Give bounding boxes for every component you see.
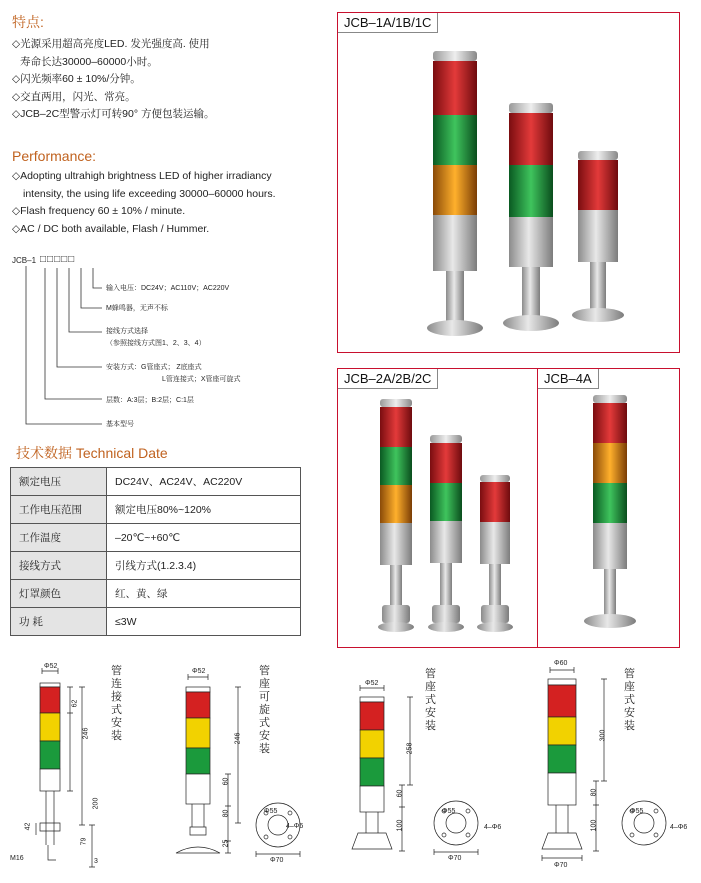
dim-top-1: Φ52	[44, 663, 58, 670]
product-panel-jcb-2	[337, 368, 537, 648]
dim-3-c: 100	[396, 819, 404, 832]
performance-item: ◇Flash frequency 60 ± 10% / minute.	[12, 205, 186, 217]
tower-lights-photo-2	[338, 369, 536, 647]
tower-light-4-layer	[584, 395, 636, 628]
drawing-2-label: 管座可旋式安装	[259, 665, 270, 755]
dim-2-hole: 4–Φ6	[286, 823, 304, 830]
product-panel-jcb-4	[537, 368, 680, 648]
dim-top-2: Φ52	[192, 668, 206, 675]
spec-value: –20℃~+60℃	[107, 524, 301, 552]
dim-2-c: 80	[222, 809, 230, 818]
dim-4-pcd: Φ55	[630, 808, 644, 815]
dim-top-4: Φ60	[554, 660, 568, 667]
drawing-1-label: 管连接式安装	[111, 665, 122, 742]
table-row	[11, 496, 301, 524]
spec-key: 工作温度	[11, 524, 107, 552]
dim-4-b: 80	[590, 788, 598, 797]
code-label-base: 基本型号	[106, 421, 134, 428]
model-code-diagram	[12, 256, 332, 436]
dim-1-b: 246	[82, 727, 90, 740]
spec-value: 额定电压80%~120%	[107, 496, 301, 524]
dim-1-e: 79	[80, 837, 88, 846]
dim-2-b: 60	[222, 777, 230, 786]
tower-light-1-layer	[477, 475, 513, 632]
code-label-wiring: 接线方式选择	[106, 328, 148, 335]
tech-title: 技术数据 Technical Date	[16, 445, 168, 461]
dim-4-base: Φ70	[554, 862, 568, 869]
performance-item: intensity, the using life exceeding 30000–60000 hours.	[23, 187, 276, 200]
tower-light-3-layer	[378, 399, 414, 632]
spec-value: 引线方式(1.2.3.4)	[107, 552, 301, 580]
spec-value: 红、黄、绿	[107, 580, 301, 608]
code-label-wiring-ref: （参照接线方式图1、2、3、4）	[106, 340, 206, 347]
feature-item: ◇交直两用，闪光、常亮。	[12, 90, 136, 103]
spec-key: 额定电压	[11, 468, 107, 496]
dim-3-hole: 4–Φ6	[484, 824, 502, 831]
code-label-voltage: 输入电压：DC24V；AC110V；AC220V	[106, 285, 230, 292]
performance-title: Performance:	[12, 148, 97, 164]
drawing-4-label: 管座式安装	[624, 668, 635, 732]
tower-light-2-layer	[503, 103, 559, 331]
dim-3-b: 60	[396, 789, 404, 798]
code-label-mount: 安装方式：G管座式； Z底座式	[106, 364, 202, 371]
spec-key: 灯罩颜色	[11, 580, 107, 608]
dim-1-a: 62	[71, 699, 79, 708]
performance-list	[12, 168, 276, 238]
panel-title: JCB–2A/2B/2C	[338, 369, 438, 389]
table-row	[11, 468, 301, 496]
dim-4-c: 100	[590, 819, 598, 832]
table-row	[11, 524, 301, 552]
spec-key: 接线方式	[11, 552, 107, 580]
features-title: 特点:	[12, 14, 44, 30]
dim-1-f: 3	[94, 858, 98, 865]
tower-lights-photo	[338, 13, 679, 352]
dim-1-d: 42	[24, 822, 32, 831]
performance-item: ◇Adopting ultrahigh brightness LED of higher irradiancy	[12, 170, 272, 182]
features-list	[12, 36, 214, 124]
dim-2-pcd: Φ55	[264, 808, 278, 815]
tower-light-1-layer	[572, 151, 624, 322]
dim-top-3: Φ52	[365, 680, 379, 687]
table-row	[11, 552, 301, 580]
dim-1-thread: M16	[10, 855, 24, 862]
tech-table	[10, 467, 301, 636]
performance-item: ◇AC / DC both available, Flash / Hummer.	[12, 222, 210, 235]
panel-title: JCB–4A	[538, 369, 599, 389]
spec-value: ≤3W	[107, 608, 301, 636]
dim-3-a: 258	[406, 742, 414, 755]
model-prefix: JCB–1	[12, 256, 37, 265]
spec-value: DC24V、AC24V、AC220V	[107, 468, 301, 496]
code-label-layers: 层数：A:3层；B:2层；C:1层	[106, 397, 194, 404]
dim-2-base: Φ70	[270, 857, 284, 864]
dim-2-a: 246	[234, 732, 242, 745]
dimension-drawings	[0, 655, 701, 883]
panel-title: JCB–1A/1B/1C	[338, 13, 438, 33]
tower-light-2-layer	[428, 435, 464, 632]
code-label-buzzer: M蜂鸣器，无声不标	[106, 305, 168, 312]
model-boxes: □□□□□	[40, 254, 76, 265]
dim-4-hole: 4–Φ6	[670, 824, 688, 831]
dim-3-base: Φ70	[448, 855, 462, 862]
dim-4-a: 300	[599, 729, 607, 742]
feature-item: ◇光源采用超高亮度LED. 发光强度高. 使用	[12, 38, 210, 50]
spec-key: 功 耗	[11, 608, 107, 636]
spec-key: 工作电压范围	[11, 496, 107, 524]
dim-3-pcd: Φ55	[442, 808, 456, 815]
drawing-3-label: 管座式安装	[425, 668, 436, 732]
code-label-mount-2: L管连接式；X管座可旋式	[162, 376, 241, 383]
feature-item: 寿命长达30000–60000小时。	[20, 55, 158, 68]
dim-1-c: 200	[92, 797, 100, 810]
feature-item: ◇JCB–2C型警示灯可转90° 方便包装运输。	[12, 108, 215, 120]
tower-light-3-layer	[427, 51, 483, 336]
tower-light-photo-4	[538, 369, 679, 647]
table-row	[11, 608, 301, 636]
product-panel-jcb-1	[337, 12, 680, 353]
table-row	[11, 580, 301, 608]
feature-item: ◇闪光频率60 ± 10%/分钟。	[12, 73, 141, 85]
dim-2-d: 25	[222, 839, 230, 848]
